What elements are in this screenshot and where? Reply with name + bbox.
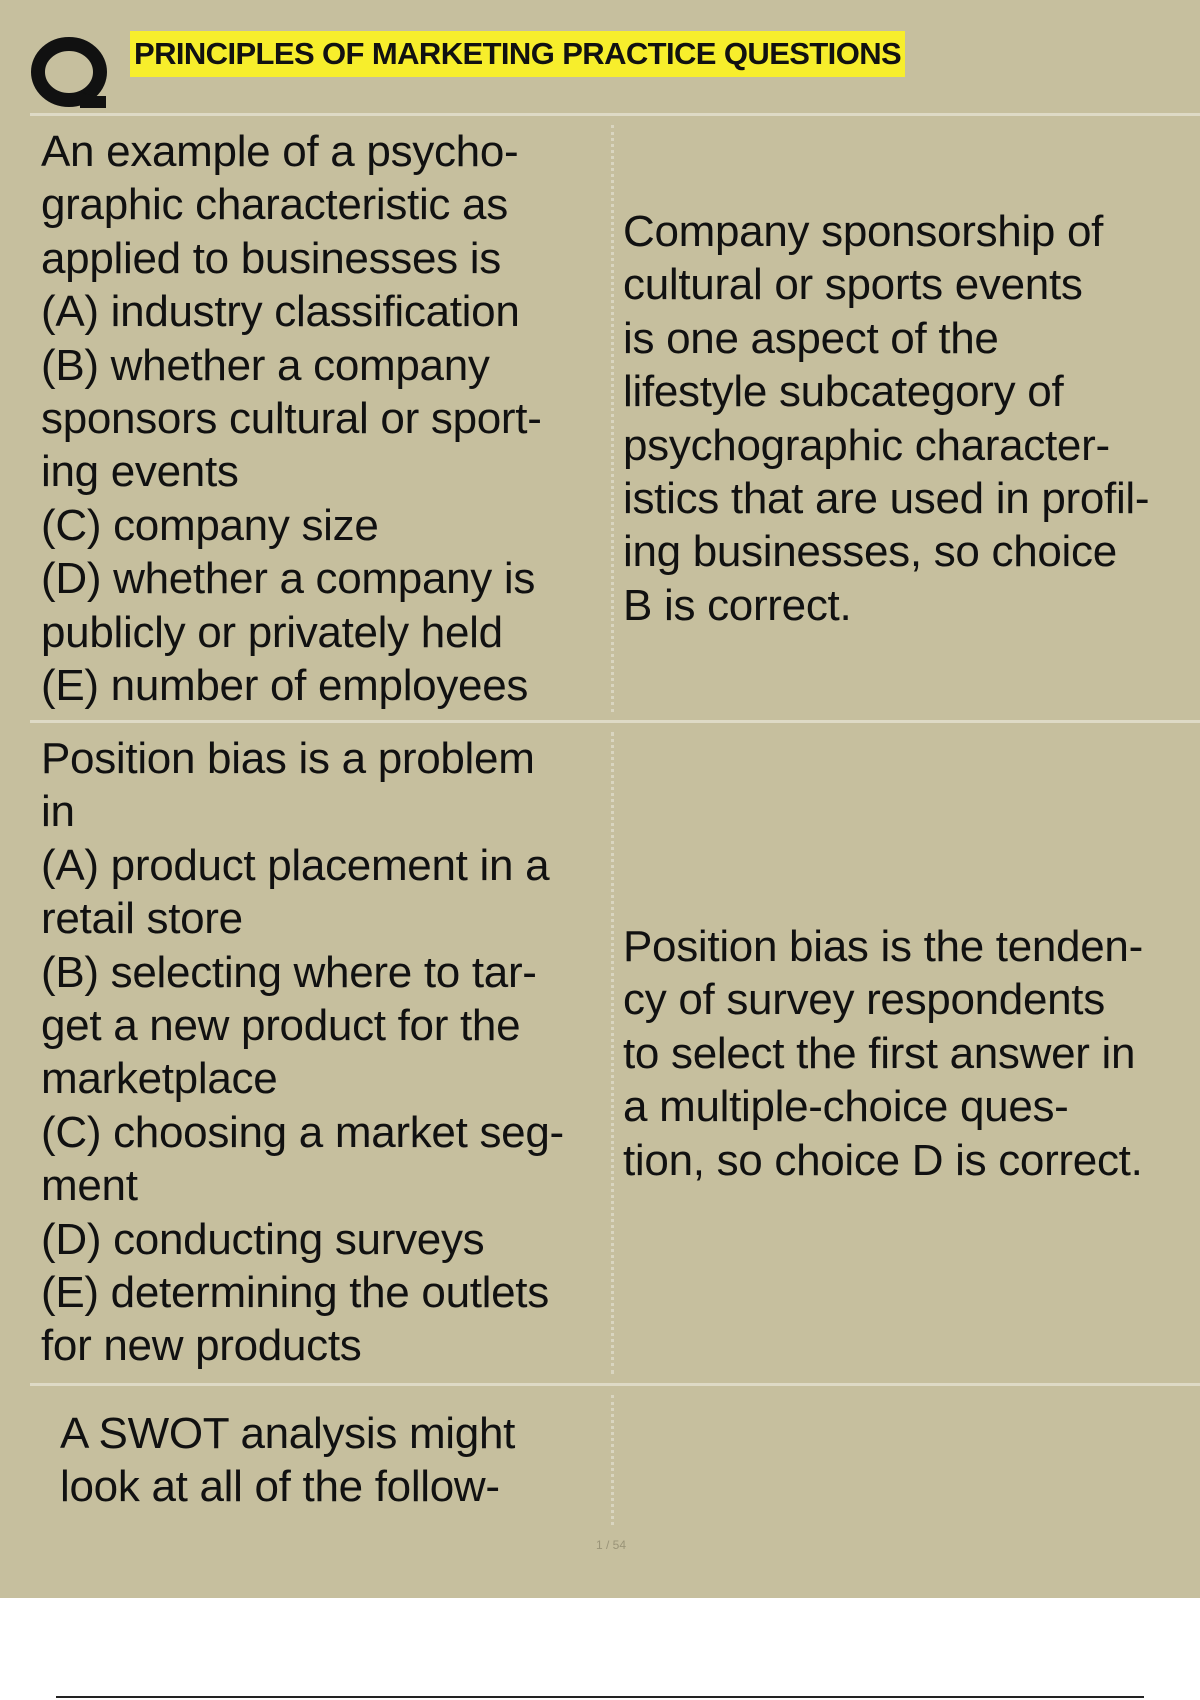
- answer-1: Company sponsorship of cultural or sports events is one aspect of the lifestyle subcategory of psychographic character- istics that are used in profil- ing businesses, so choice B is correct.: [623, 207, 1150, 630]
- question-1: An example of a psycho- graphic characteristic as applied to businesses is (A) industry classification (B) whether a company sponsors cultural or sport- ing events (C) company size (D) whether a company is publicly or privately held (E) number of employees: [41, 127, 542, 711]
- column-divider: [611, 125, 614, 712]
- question-3: A SWOT analysis might look at all of the follow-: [60, 1409, 516, 1512]
- header: [30, 28, 1200, 114]
- answer-2: Position bias is the tenden- cy of survey respondents to select the first answer in a multiple-choice ques- tion, so choice D is correct.: [623, 922, 1143, 1185]
- bottom-rule: [56, 1696, 1144, 1698]
- page-number: 1 / 54: [596, 1538, 627, 1552]
- page-title: PRINCIPLES OF MARKETING PRACTICE QUESTIONS: [130, 31, 905, 77]
- divider: [30, 1383, 1200, 1386]
- divider: [30, 720, 1200, 723]
- question-2: Position bias is a problem in (A) product placement in a retail store (B) selecting where to tar- get a new product for the marketplace (C) choosing a market seg- ment (D) conducting surveys (E) determining the outlets for new products: [41, 734, 564, 1371]
- q-logo-icon: [30, 34, 112, 116]
- divider: [30, 113, 1200, 116]
- column-divider: [611, 732, 614, 1374]
- column-divider: [611, 1395, 614, 1525]
